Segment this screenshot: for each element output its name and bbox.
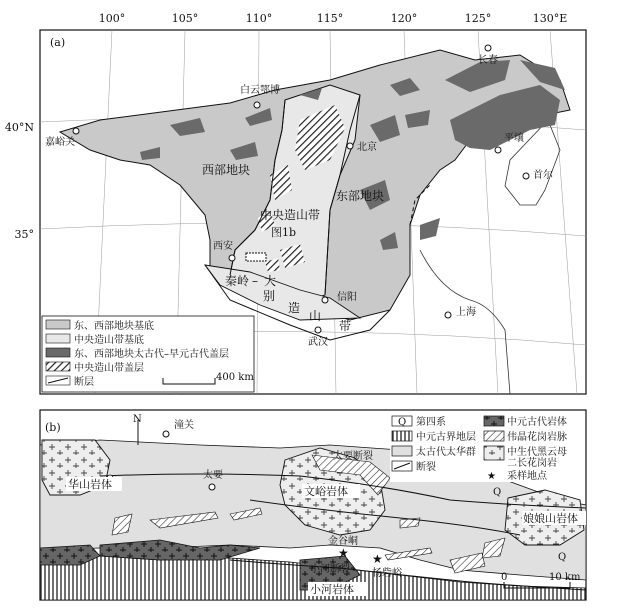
city-label: 西安 <box>213 241 233 252</box>
legend-swatch <box>484 446 504 460</box>
city-label: 上海 <box>456 307 476 318</box>
legend-item: 中生代黑云母 <box>507 447 567 458</box>
legend-swatch <box>46 348 70 357</box>
lat-tick: 35° <box>14 228 34 241</box>
city-label: 平壤 <box>504 133 524 144</box>
legend-swatch <box>484 416 504 426</box>
lon-tick: 130°E <box>532 12 568 25</box>
q-label: Q <box>558 552 567 563</box>
legend-item: 中元古代岩体 <box>507 417 567 428</box>
legend-item: 太古代太华群 <box>416 447 476 458</box>
lon-tick: 120° <box>390 12 418 25</box>
legend-item: 第四系 <box>416 417 446 428</box>
legend-item: 中央造山带基底 <box>74 335 144 346</box>
pluton-label: 小河岩体 <box>310 583 354 596</box>
city-label: 武汉 <box>308 337 328 348</box>
legend-star: ★ <box>487 471 496 482</box>
longitude-ticks <box>99 12 568 25</box>
scale-label: 400 km <box>216 372 254 383</box>
orogen-label: 带 <box>339 319 352 333</box>
legend-item: 二长花岗岩 <box>507 458 557 469</box>
legend-swatch <box>484 431 504 441</box>
legend-item: 东、西部地块基底 <box>74 321 154 332</box>
orogen-label: 大 <box>264 274 277 288</box>
panel-a-label: (a) <box>50 36 66 49</box>
lon-tick: 110° <box>245 12 273 25</box>
fig1b-box <box>246 253 266 261</box>
city-label: 首尔 <box>533 170 553 181</box>
legend-item: 中元古界地层 <box>416 432 476 443</box>
legend-swatch <box>46 362 70 371</box>
lon-tick: 105° <box>171 12 199 25</box>
legend-item: 东、西部地块太古代–早元古代盖层 <box>74 349 229 360</box>
place-marker <box>209 484 215 490</box>
orogen-label: – <box>252 274 258 288</box>
legend-item: 采样地点 <box>507 471 547 482</box>
orogen-label: 秦岭 <box>225 274 250 288</box>
city-label: 长春 <box>478 55 498 66</box>
lon-tick: 125° <box>464 12 492 25</box>
orogen-label: 别 <box>263 289 276 303</box>
region-label-east: 东部地块 <box>336 189 385 203</box>
fault-label: 小河断裂 <box>310 564 350 575</box>
fig1b-label: 图1b <box>271 226 297 239</box>
place-label: 杨砦峪 <box>372 568 402 579</box>
region-label-central: 中央造山带 <box>260 208 321 222</box>
lat-tick: 40°N <box>4 121 34 134</box>
region-label-west: 西部地块 <box>202 163 251 177</box>
place-label: 太要 <box>203 470 223 481</box>
scale-label: 0 <box>501 572 508 583</box>
city-label: 信阳 <box>337 292 357 303</box>
city-label: 嘉峪关 <box>45 137 75 148</box>
legend-item: 断裂 <box>416 462 436 473</box>
panel-b-legend <box>390 412 584 482</box>
place-label: 潼关 <box>174 420 194 431</box>
sample-star: ★ <box>372 552 383 566</box>
pluton-label: 文峪岩体 <box>304 485 348 498</box>
pluton-label: 华山岩体 <box>68 478 112 491</box>
fault-label: 太要断裂 <box>333 451 373 462</box>
scale-label: 10 km <box>549 572 581 583</box>
legend-symbol: Q <box>398 417 407 428</box>
sample-star: ★ <box>338 546 349 560</box>
orogen-label: 山 <box>309 309 322 323</box>
pluton-label: 娘娘山岩体 <box>523 512 578 525</box>
lon-tick: 115° <box>316 12 344 25</box>
legend-swatch <box>46 320 70 329</box>
place-marker <box>163 431 169 437</box>
panel-b-label: (b) <box>45 421 61 434</box>
lon-tick: 100° <box>98 12 126 25</box>
north-label: N <box>133 414 142 425</box>
panel-a <box>5 12 586 394</box>
legend-item: 断层 <box>74 377 94 388</box>
city-label: 白云鄂博 <box>240 85 280 96</box>
legend-swatch <box>392 446 412 456</box>
legend-item: 伟晶花岗岩脉 <box>507 432 567 443</box>
city-label: 北京 <box>357 142 377 153</box>
q-label: Q <box>493 487 502 498</box>
legend-item: 中央造山带盖层 <box>74 363 144 374</box>
place-label: 金谷峒 <box>328 536 358 547</box>
orogen-label: 造 <box>288 301 301 315</box>
legend-swatch <box>46 334 70 343</box>
legend-swatch <box>392 431 412 441</box>
panel-b <box>40 410 586 600</box>
